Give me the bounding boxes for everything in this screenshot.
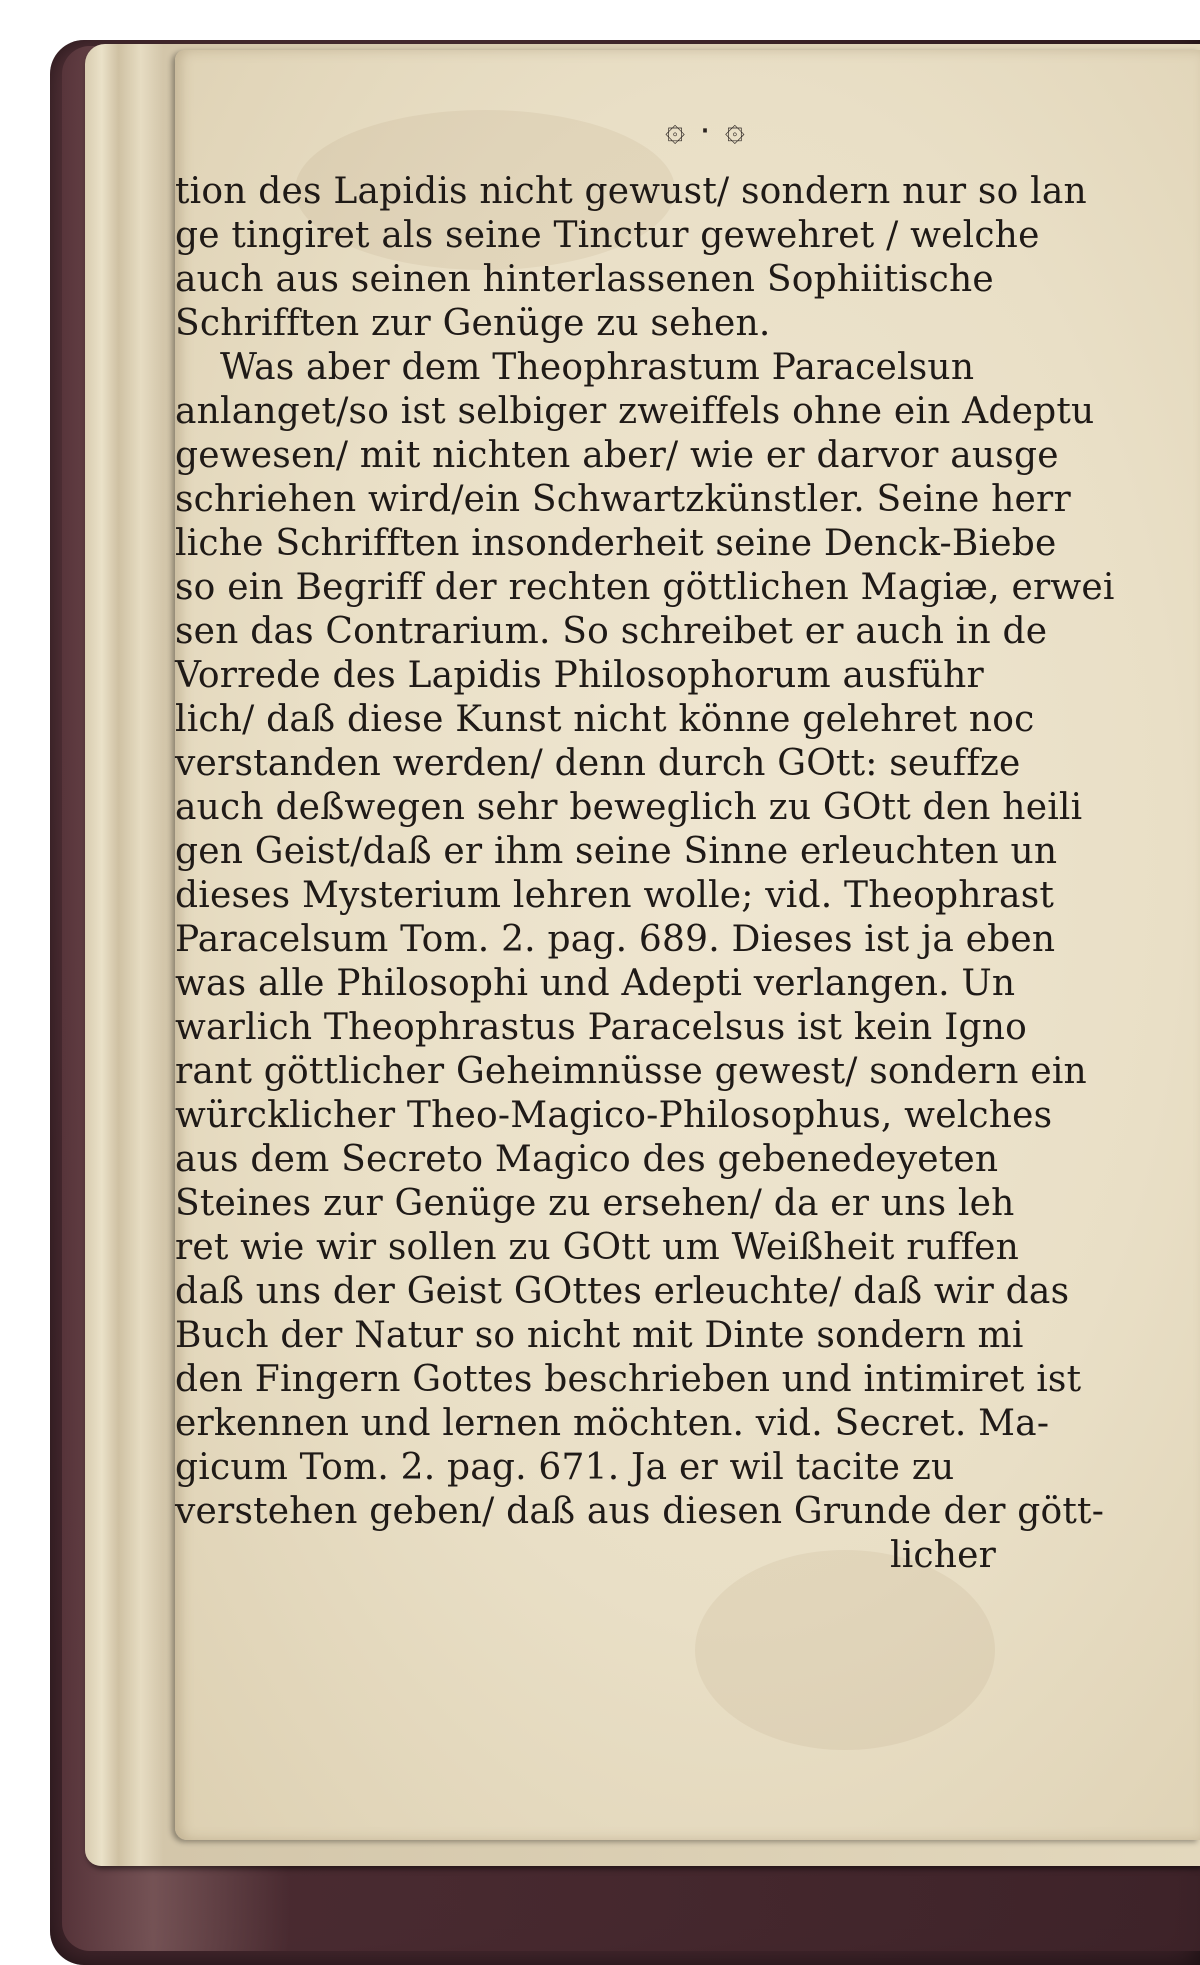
text-line: dieses Mysterium lehren wolle; vid. Theophrast xyxy=(175,875,1055,916)
text-line: tion des Lapidis nicht gewust/ sondern nur so lan xyxy=(175,171,1087,212)
paper-stain xyxy=(695,1550,995,1750)
text-line: erkennen und lernen möchten. vid. Secret. Ma- xyxy=(175,1403,1050,1444)
text-line: würcklicher Theo-Magico-Philosophus, welches xyxy=(175,1095,1053,1136)
text-line: rant göttlicher Geheimnüsse gewest/ sondern ein xyxy=(175,1051,1087,1092)
page-ornament: ۞ ۰ ۞ xyxy=(665,109,745,149)
text-line: Vorrede des Lapidis Philosophorum ausführ xyxy=(175,655,984,696)
text-line: den Fingern Gottes beschrieben und intimiret ist xyxy=(175,1359,1082,1400)
text-line: sen das Contrarium. So schreibet er auch in de xyxy=(175,611,1048,652)
text-line: so ein Begriff der rechten göttlichen Magiæ, erwei xyxy=(175,567,1115,608)
text-line: ge tingiret als seine Tinctur gewehret / welche xyxy=(175,215,1040,256)
text-line: Schrifften zur Genüge zu sehen. xyxy=(175,303,771,344)
text-line: Steines zur Genüge zu ersehen/ da er uns leh xyxy=(175,1183,1015,1224)
text-line: daß uns der Geist GOttes erleuchte/ daß wir das xyxy=(175,1271,1070,1312)
text-line: warlich Theophrastus Paracelsus ist kein Igno xyxy=(175,1007,1028,1048)
text-line: Buch der Natur so nicht mit Dinte sondern mi xyxy=(175,1315,1024,1356)
text-line: lich/ daß diese Kunst nicht könne gelehret noc xyxy=(175,699,1035,740)
text-line: Paracelsum Tom. 2. pag. 689. Dieses ist ja eben xyxy=(175,919,1056,960)
text-line: verstehen geben/ daß aus diesen Grunde der gött- xyxy=(175,1491,1105,1532)
text-line: Was aber dem Theophrastum Paracelsun xyxy=(220,347,975,388)
text-line: liche Schrifften insonderheit seine Denck-Biebe xyxy=(175,523,1057,564)
text-line: gewesen/ mit nichten aber/ wie er darvor ausge xyxy=(175,435,1059,476)
text-line: verstanden werden/ denn durch GOtt: seuffze xyxy=(175,743,1021,784)
text-line: aus dem Secreto Magico des gebenedeyeten xyxy=(175,1139,999,1180)
text-line: schriehen wird/ein Schwartzkünstler. Seine herr xyxy=(175,479,1071,520)
text-line: auch aus seinen hinterlassenen Sophiitische xyxy=(175,259,994,300)
text-line: ret wie wir sollen zu GOtt um Weißheit ruffen xyxy=(175,1227,1019,1268)
text-line: gicum Tom. 2. pag. 671. Ja er wil tacite zu xyxy=(175,1447,955,1488)
catchword: licher xyxy=(890,1535,997,1576)
text-line: gen Geist/daß er ihm seine Sinne erleuchten un xyxy=(175,831,1058,872)
text-line: auch deßwegen sehr beweglich zu GOtt den heili xyxy=(175,787,1083,828)
text-line: was alle Philosophi und Adepti verlangen. Un xyxy=(175,963,1016,1004)
text-line: anlanget/so ist selbiger zweiffels ohne ein Adeptu xyxy=(175,391,1095,432)
